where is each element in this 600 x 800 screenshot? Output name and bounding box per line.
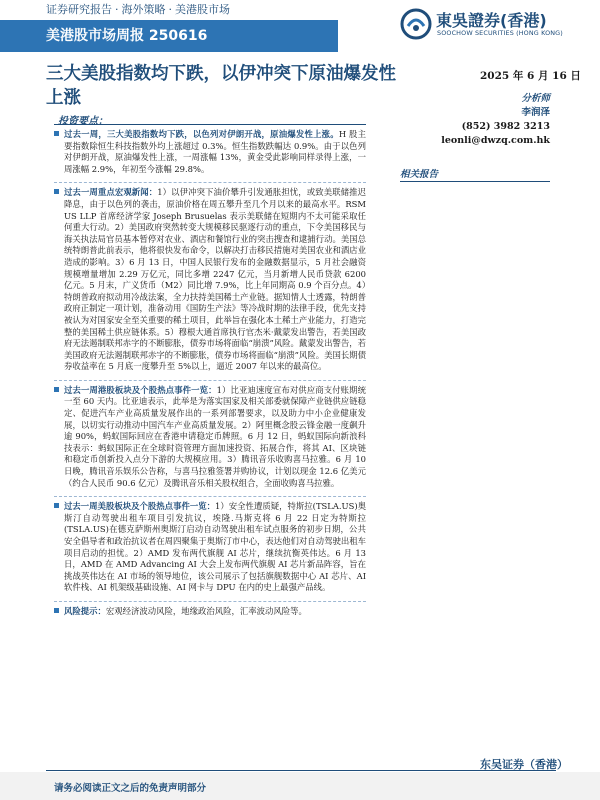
bullet-icon <box>54 387 59 392</box>
hk-stocks-paragraph <box>54 380 366 489</box>
company-name-cn: 東吳證券(香港) <box>436 11 547 30</box>
paragraph-heading: 过去一周重点宏观新闻： <box>64 187 158 198</box>
summary-paragraph <box>54 124 366 175</box>
report-series-banner: 美港股市场周报 250616 <box>0 20 338 52</box>
category-tag: 美港股市场 <box>175 3 230 16</box>
us-stocks-paragraph <box>54 496 366 594</box>
paragraph-heading: 过去一周美股板块及个股热点事件一览： <box>64 501 216 512</box>
investment-points-heading: 投资要点： <box>58 116 108 127</box>
paragraph-heading: 风险提示： <box>64 605 106 616</box>
paragraph-text: 1）安全性遭质疑，特斯拉(TSLA.US)奥斯汀自动驾驶出租车项目引发抗议，埃隆.马斯克将 6 月 22 日定为特斯拉(TSLA.US)在德克萨斯州奥斯汀启动自动驾驶出租车试点服务的初步日期，公共安全倡导者和政治抗议者在周四聚集于奥斯汀市中心，表达他们对自动驾驶出租车项目启动的担忧。2）AMD 发布两代旗舰 AI 芯片，继续抗衡英伟达。6 月 13 日，AMD 在 AMD Advancing AI 大会上发布两代旗舰 AI 芯片新品阵容，旨在挑战英伟达在 AI 市场的领导地位，该公司展示了包括旗舰数据中心 AI 芯片、AI 软件栈、AI 机架级基础设施、AI 网卡与 DPU 在内的史上最强产品线。 <box>64 501 366 593</box>
company-name-en: SOOCHOW SECURITIES (HONG KONG) <box>437 29 563 37</box>
related-reports-divider <box>400 181 550 182</box>
risk-warning-paragraph <box>54 601 366 618</box>
report-body <box>54 124 366 625</box>
paragraph-heading: 过去一周港股板块及个股热点事件一览： <box>64 384 217 395</box>
disclaimer-note: 请务必阅读正文之后的免责声明部分 <box>54 783 207 794</box>
analyst-name: 李润泽 <box>521 107 550 118</box>
company-logo-icon <box>400 8 432 40</box>
analyst-role: 分析师 <box>521 93 550 104</box>
paragraph-text: H 股主要指数除恒生科技指数外均上涨超过 0.3%。恒生指数跌幅达 0.9%。由于以色列对伊朗开战，原油爆发性上涨，一周涨幅 13%，黄金受此影响同样录得上涨，一周涨幅 2.9%，年初至今涨幅 29.8%。 <box>64 129 367 174</box>
footer-brand: 东吴证券（香港） <box>480 758 568 771</box>
tag-separator: · <box>115 3 119 16</box>
bullet-icon <box>54 189 59 194</box>
category-tag: 海外策略 <box>121 3 166 16</box>
tag-separator: · <box>168 3 172 16</box>
company-logo <box>400 6 596 46</box>
category-tag: 证券研究报告 <box>46 3 112 16</box>
analyst-phone: (852) 3982 3213 <box>461 121 550 132</box>
bullet-icon <box>54 608 59 613</box>
bullet-icon <box>54 131 59 136</box>
paragraph-heading: 过去一周，三大美股指数均下跌，以色列对伊朗开战，原油爆发性上涨。 <box>64 129 339 139</box>
paragraph-text: 1）以伊冲突下油价攀升引发通胀担忧，或致美联储推迟降息，由于以色列的袭击，原油价格在周五攀升至几个月以来的最高水平。RSM US LLP 首席经济学家 Joseph Brusuelas 表示美联储在短期内不太可能采取任何重大行动。2）美国政府突然转变大规模移民驱逐行动的重点，下令美国移民与海关执法局官员基本暂停对农业、酒店和餐馆行业的突击搜查和逮捕行动。美国总统特朗普此前表示，他将很快发布命令，以解决打击移民措施对美国农业和酒店业造成的影响。3）6 月 13 日，中国人民银行发布的金融数据显示，5 月社会融资规模增量增加 2.29 万亿元，同比多增 2247 亿元，当月新增人民币贷款 6200 亿元。5 月末，广义货币（M2）同比增 7.9%，比上年同期高 0.9 个百分点。4）特朗普政府拟动用冷战法案，全力扶持美国稀土产业链。据知情人士透露，特朗普政府正制定一项计划，准备动用《国防生产法》等冷战时期的法律手段，优先支持被认为对国家安全至关重要的稀土项目，此举旨在强化本土稀土产业能力，打造完整的美国稀土供应链体系。5）穆根大通首席执行官杰米·戴蒙发出警告，若美国政府无法遏制联邦赤字的不断膨胀，债券市场将面临“崩溃”风险。戴蒙发出警告，若美国政府无法遏制联邦赤字的不断膨胀，债券市场将面临“崩溃”风险。美国长期债券收益率在 5 月底一度攀升至 5%以上，逼近 2007 年以来的最高位。 <box>64 187 367 372</box>
analyst-email[interactable]: leonli@dwzq.com.hk <box>441 135 550 146</box>
paragraph-text: 宏观经济波动风险，地缘政治风险，汇率波动风险等。 <box>105 605 307 616</box>
related-reports-heading: 相关报告 <box>400 169 439 180</box>
analyst-info <box>441 92 550 148</box>
bullet-icon <box>54 503 59 508</box>
report-date: 2025 年 6 月 16 日 <box>480 70 581 82</box>
paragraph-text: 1）比亚迪速度宣布对供应商支付账期统一至 60 天内。比亚迪表示，此举是为落实国家及相关部委就保障产业链供应链稳定、促进汽车产业高质量发展作出的一系列部署要求，以及助力中小企业健康发展，以切实行动推动中国汽车产业高质量发展。2）阿里概念股云锋金融一度飙升逾 90%，蚂蚁国际回应在香港申请稳定币牌照。6 月 12 日，蚂蚁国际向新浪科技表示：蚂蚁国际正在全球时资管理方面加速投资、拓展合作，将其 AI、区块链和稳定币创新投入点分下游的大规模应用。3）腾讯音乐收购喜马拉雅。6 月 10 日晚，腾讯音乐娱乐公告称，与喜马拉雅签署并购协议，计划以现金 12.6 亿美元（约合人民币 90.6 亿元）及腾讯音乐相关股权组合，全面收购喜马拉雅。 <box>64 384 367 488</box>
macro-news-paragraph <box>54 182 366 373</box>
report-category-tags <box>0 2 346 18</box>
report-title: 三大美股指数均下跌，以伊冲突下原油爆发性上涨 <box>46 64 396 108</box>
